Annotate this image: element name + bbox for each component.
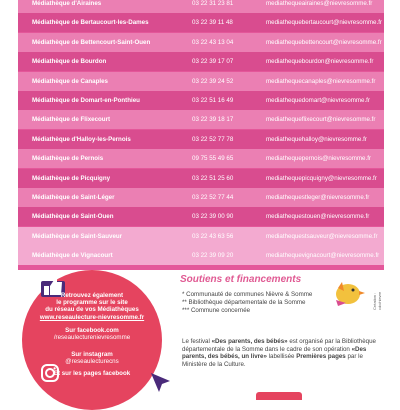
- facebook-pages: Et sur les pages facebook: [53, 369, 131, 377]
- library-name: Médiathèque de Picquigny: [32, 174, 111, 182]
- library-email[interactable]: mediathequepicquigny@nievresomme.fr: [266, 174, 377, 182]
- library-phone: 03 22 43 13 04: [192, 38, 234, 46]
- website-link[interactable]: www.reseaulecture-nievresomme.fr: [39, 313, 145, 321]
- note-bds: ** Bibliothèque départementale de la Somme: [182, 298, 306, 306]
- library-row: [18, 52, 384, 71]
- cursor-icon: [148, 370, 174, 396]
- library-name: Médiathèque de Canaples: [32, 77, 108, 85]
- promo-line3: du réseau de vos Médiathèques: [45, 306, 139, 314]
- support-heading: Soutiens et financements: [180, 274, 302, 285]
- library-name: Médiathèque de Flixecourt: [32, 116, 111, 124]
- festival-paragraph: [182, 338, 376, 368]
- spacer: [30, 341, 154, 351]
- library-email[interactable]: mediathequebourdon@nievresomme.fr: [266, 58, 374, 66]
- decorative-shape: [256, 392, 302, 400]
- library-name: Médiathèque d'Halloy-les-Pernois: [32, 135, 131, 143]
- para-part: est organisé par la Bibliothèque départementale de la Somme dans le cadre de son opération: [182, 338, 376, 353]
- library-name: Médiathèque de Domart-en-Ponthieu: [32, 97, 140, 104]
- library-name: Médiathèque de Vignacourt: [32, 252, 113, 260]
- facebook-link[interactable]: /reseaulecturenievresomme: [53, 334, 131, 342]
- operation-name: «Des parents, des bébés, un livre»: [182, 345, 367, 361]
- library-row: [18, 227, 384, 246]
- library-email[interactable]: mediathequehalloy@nievresomme.fr: [266, 135, 367, 143]
- library-email[interactable]: mediathequestouen@nievresomme.fr: [266, 213, 370, 221]
- instagram-label: Sur instagram: [71, 351, 113, 359]
- library-name: Médiathèque d'Airaines: [32, 0, 102, 7]
- library-row: [18, 33, 384, 52]
- library-row: [18, 169, 384, 188]
- library-phone: 03 22 39 11 48: [192, 19, 233, 27]
- note-ccns: * Communauté de communes Nièvre & Somme: [182, 291, 313, 298]
- library-email[interactable]: mediathequepernois@nievresomme.fr: [266, 155, 371, 163]
- library-phone: 03 22 39 17 07: [192, 58, 234, 66]
- library-email[interactable]: mediathequevignacourt@nievresomme.fr: [266, 252, 380, 260]
- library-phone: 03 22 39 18 17: [192, 116, 234, 124]
- library-phone: 03 22 43 63 56: [192, 232, 234, 240]
- support-notes: [182, 291, 312, 314]
- design-credit: Création : cdc/nievre: [372, 291, 382, 310]
- library-row: [18, 110, 384, 129]
- library-name: Médiathèque de Bettencourt-Saint-Ouen: [32, 38, 151, 46]
- library-row: [18, 207, 384, 226]
- library-name: Médiathèque de Saint-Léger: [32, 194, 115, 201]
- library-name: Médiathèque de Pernois: [32, 155, 104, 163]
- facebook-label: Sur facebook.com: [65, 326, 119, 334]
- library-email[interactable]: mediathequestsauveur@nievresomme.fr: [266, 232, 378, 240]
- library-email[interactable]: mediathequecanaples@nievresomme.fr: [266, 77, 376, 85]
- library-row: [18, 91, 384, 110]
- instagram-icon: [40, 363, 60, 383]
- library-row: [18, 188, 384, 207]
- library-phone: 03 22 51 25 60: [192, 174, 234, 182]
- library-name: Médiathèque de Saint-Ouen: [32, 213, 114, 221]
- library-row: [18, 0, 384, 13]
- library-phone: 03 22 52 77 44: [192, 194, 234, 201]
- library-email[interactable]: mediathequeflixecourt@nievresomme.fr: [266, 116, 376, 124]
- library-name: Médiathèque de Bertaucourt-les-Dames: [32, 19, 149, 27]
- library-email[interactable]: mediathequedomart@nievresomme.fr: [266, 97, 370, 104]
- library-table: [18, 0, 384, 270]
- para-part: Le festival: [182, 338, 212, 345]
- label-name: Premières pages: [296, 353, 346, 361]
- library-phone: 03 22 39 24 52: [192, 77, 234, 85]
- library-phone: 03 22 31 23 81: [192, 0, 234, 7]
- library-phone: 03 22 51 16 49: [192, 97, 234, 104]
- library-email[interactable]: mediathequebettencourt@nievresomme.fr: [266, 38, 382, 46]
- instagram-link[interactable]: @reseaulecturecns: [65, 358, 119, 366]
- promo-line1: Retrouvez également: [60, 292, 124, 299]
- library-phone: 03 22 52 77 78: [192, 135, 234, 143]
- library-phone: 03 22 39 09 20: [192, 252, 234, 260]
- library-row: [18, 130, 384, 149]
- note-commune: *** Commune concernée: [182, 306, 251, 314]
- library-name: Médiathèque de Saint-Sauveur: [32, 232, 123, 240]
- festival-name: «Des parents, des bébés»: [211, 338, 288, 345]
- library-row: [18, 72, 384, 91]
- library-row: [18, 246, 384, 265]
- library-row: [18, 149, 384, 168]
- bird-illustration: [332, 278, 366, 308]
- para-part: labellisée: [266, 353, 297, 361]
- library-row: [18, 13, 384, 32]
- para-part: par le Ministère de la Culture.: [182, 353, 363, 368]
- library-phone: 09 75 55 49 65: [192, 155, 234, 163]
- library-email[interactable]: mediathequebertaucourt@nievresomme.fr: [266, 19, 382, 27]
- library-phone: 03 22 39 00 90: [192, 213, 234, 221]
- library-email[interactable]: mediathequeairaines@nievresomme.fr: [266, 0, 373, 7]
- library-email[interactable]: mediathequestleger@nievresomme.fr: [266, 194, 370, 201]
- promo-line2: le programme sur le site: [56, 299, 128, 307]
- library-name: Médiathèque de Bourdon: [32, 58, 107, 66]
